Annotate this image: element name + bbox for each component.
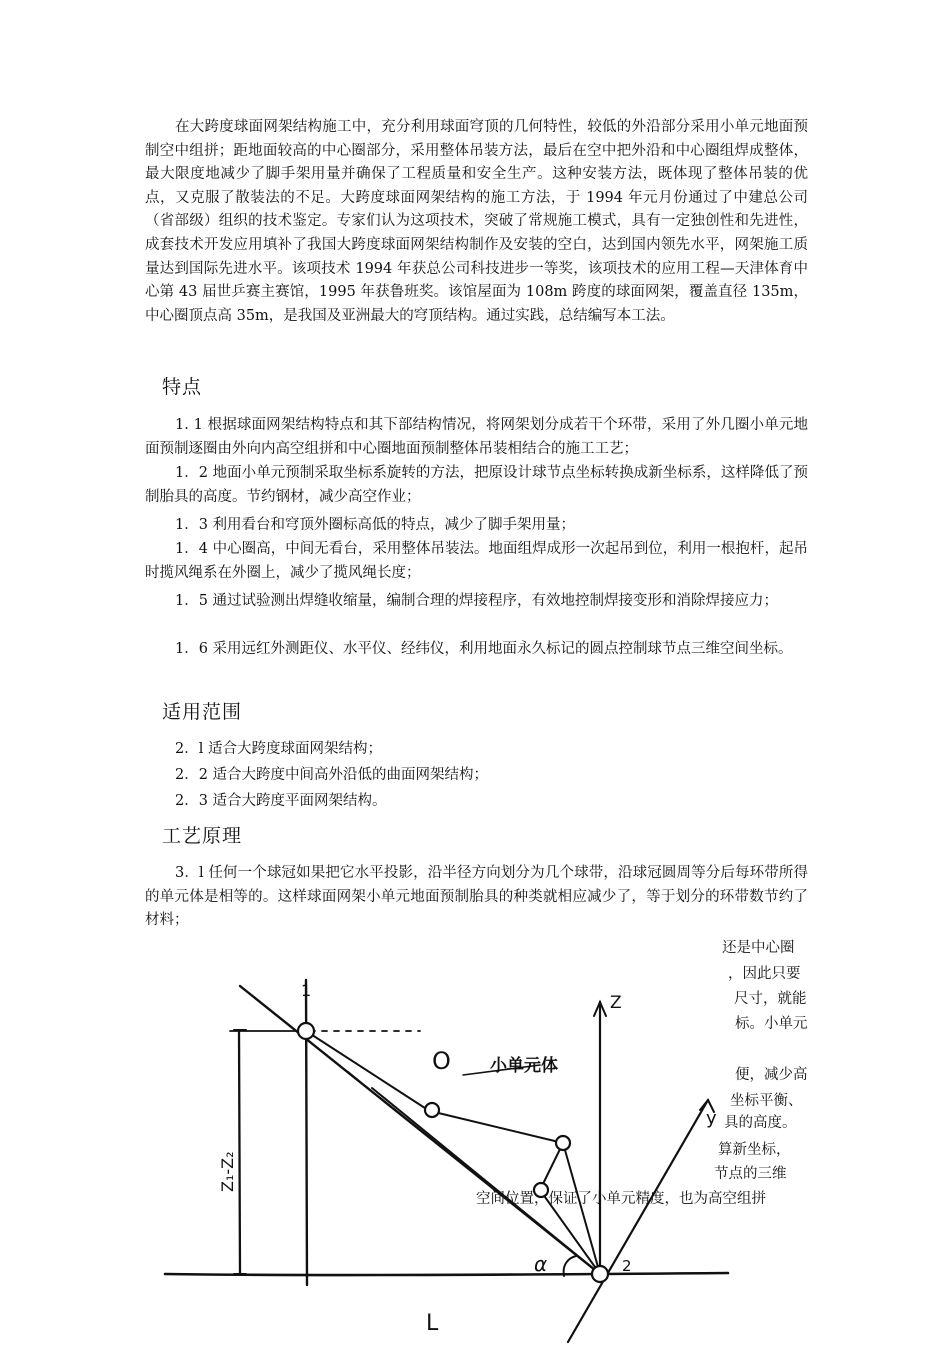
text-fragment: 还是中心圈 — [722, 940, 795, 956]
label-height: Z₁-Z₂ — [218, 1151, 237, 1192]
section-heading-scope: 适用范围 — [162, 701, 243, 723]
scope-item: 2．2 适合大跨度中间高外沿低的曲面网架结构； — [175, 767, 489, 783]
scope-item: 2．3 适合大跨度平面网架结构。 — [175, 793, 387, 809]
section-heading-features: 特点 — [162, 376, 203, 398]
principle-item: 3．l 任何一个球冠如果把它水平投影，沿半径方向划分为几个球带，沿球冠圆周等分后每环带所得的单元体是相等的。这样球面网架小单元地面预制胎具的种类就相应减少了，等于划分的环带数节约了材料； — [145, 865, 808, 929]
feature-item: 1．5 通过试验测出焊缝收缩量，编制合理的焊接程序，有效地控制焊接变形和消除焊接应力； — [175, 593, 779, 609]
text-fragment: 节点的三维 — [714, 1166, 787, 1182]
feature-item: 1．3 利用看台和穹顶外圈标高低的特点，减少了脚手架用量； — [175, 517, 576, 533]
feature-item: 1．4 中心圈高，中间无看台，采用整体吊装法。地面组焊成形一次起吊到位，利用一根抱杆，起吊时揽风绳系在外圈上，减少了揽风绳长度； — [145, 541, 808, 581]
label-axis-y: y — [706, 1108, 717, 1129]
label-node-o: O — [432, 1047, 451, 1075]
label-node-2: 2 — [622, 1257, 632, 1275]
feature-item: 1. 1 根据球面网架结构特点和其下部结构情况，将网架划分成若干个环带，采用了外几圈小单元地面预制逐圈由外向内高空组拼和中心圈地面预制整体吊装相结合的施工工艺； — [145, 417, 808, 457]
label-angle-alpha: α — [534, 1252, 548, 1276]
section-heading-principle: 工艺原理 — [162, 825, 243, 847]
label-unit-body: 小单元体 — [490, 1056, 558, 1076]
text-fragment: 坐标平衡、 — [730, 1093, 803, 1109]
coordinate-diagram — [0, 940, 950, 1344]
text-fragment: 算新坐标， — [718, 1142, 791, 1158]
scope-item: 2．l 适合大跨度球面网架结构； — [175, 741, 382, 757]
feature-item: 1．2 地面小单元预制采取坐标系旋转的方法，把原设计球节点坐标转换成新坐标系，这样降低了预制胎具的高度。节约钢材，减少高空作业； — [145, 465, 808, 505]
text-fragment: 标。小单元 — [735, 1016, 808, 1032]
text-fragment: ，因此只要 — [728, 966, 801, 982]
text-fragment: 具的高度。 — [724, 1115, 797, 1131]
label-axis-z: Z — [610, 993, 622, 1013]
intro-paragraph: 在大跨度球面网架结构施工中，充分利用球面穹顶的几何特性，较低的外沿部分采用小单元地面预制空中组拼；距地面较高的中心圈部分，采用整体吊装方法，最后在空中把外沿和中心圈组焊成整体，最大限度地减少了脚手架用量并确保了工程质量和安全生产。这种安装方法，既体现了整体吊装的优点，又克服了散装法的不足。大跨度球面网架结构的施工方法，于 1994 年元月份通过了中建总公司（省部级）组织的技术鉴定。专家们认为这项技术，突破了常规施工模式，具有一定独创性和先进性，成套技术开发应用填补了我国大跨度球面网架结构制作及安装的空白，达到国内领先水平，网架施工质量达到国际先进水平。该项技术 1994 年获总公司科技进步一等奖，该项技术的应用工程—天津体育中心第 43 届世乒赛主赛馆，1995 年获鲁班奖。该馆屋面为 108m 跨度的球面网架，覆盖直径 135m，中心圈顶点高 35m，是我国及亚洲最大的穹顶结构。通过实践，总结编写本工法。 — [145, 119, 808, 324]
feature-item: 1．6 采用远红外测距仪、水平仪、经纬仪，利用地面永久标记的圆点控制球节点三维空间坐标。 — [175, 641, 793, 657]
label-length: L — [426, 1311, 439, 1336]
label-node-1: 1 — [301, 981, 312, 1000]
text-fragment: 尺寸，就能 — [734, 991, 807, 1007]
text-fragment-last-line: 空间位置，保证了小单元精度，也为高空组拼 — [476, 1191, 766, 1207]
text-fragment: 便，减少高 — [735, 1067, 808, 1083]
